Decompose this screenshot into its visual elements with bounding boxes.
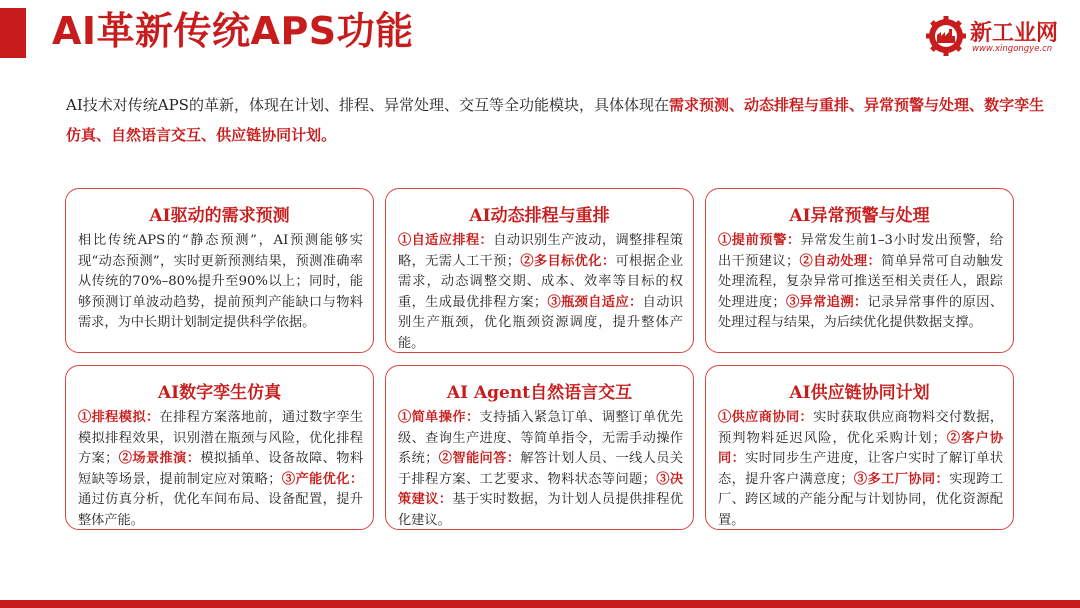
- bottom-accent-bar: [0, 600, 1080, 608]
- card-text: 解答计划人员、一线人员关于排程方案、工艺要求、物料状态等问题；: [398, 451, 684, 487]
- card-supply-chain: [705, 365, 1014, 530]
- card-keyword: ①自适应排程：: [398, 233, 494, 248]
- card-body: [398, 231, 683, 354]
- card-text: 模拟插单、设备故障、物料短缺等场景，提前制定应对策略；: [78, 451, 364, 487]
- intro-highlight: 供应链协同计划: [216, 126, 322, 144]
- card-text: 在排程方案落地前，通过数字孪生模拟排程效果，识别潜在瓶颈与风险，优化排程方案；: [78, 410, 364, 466]
- intro-highlight: 异常预警与处理: [864, 96, 970, 114]
- card-keyword: ③多工厂协同：: [853, 471, 950, 487]
- intro-separator: 、: [849, 96, 865, 114]
- card-keyword: ③瓶颈自适应：: [547, 294, 643, 310]
- brand-logo: [926, 14, 1066, 60]
- intro-text: AI技术对传统APS的革新，体现在计划、排程、异常处理、交互等全功能模块，具体体现在: [66, 96, 669, 114]
- card-keyword: ③产能优化：: [281, 471, 364, 487]
- intro-separator: 、: [201, 126, 217, 144]
- card-title: AI供应链协同计划: [789, 383, 930, 403]
- card-keyword: ①供应商协同：: [718, 410, 814, 425]
- card-text: 通过仿真分析，优化车间布局、设备配置，提升整体产能。: [78, 492, 363, 528]
- card-dynamic-scheduling: [385, 188, 694, 353]
- card-body: 相比传统APS的“静态预测”，AI预测能够实现“动态预测”，实时更新预测结果，预测准确率从传统的70%–80%提升至90%以上；同时，能够预测订单波动趋势，提前预判产能缺口与物料需求，为中长期计划制定提供科学依据。: [78, 233, 363, 330]
- card-keyword: ②自动处理：: [799, 253, 882, 269]
- card-text: 可根据企业需求，动态调整交期、成本、效率等目标的权重，生成最优排程方案；: [398, 253, 684, 310]
- card-digital-twin: [65, 365, 374, 530]
- card-title: AI Agent自然语言交互: [446, 383, 633, 403]
- card-title: AI异常预警与处理: [789, 206, 930, 226]
- intro-highlight: 动态排程与重排: [744, 96, 850, 114]
- card-text: 记录异常事件的原因、处理过程与结果，为后续优化提供数据支撑。: [718, 294, 1004, 330]
- intro-end: 。: [321, 126, 337, 144]
- card-exception-alert: [705, 188, 1014, 353]
- card-text: 实现跨工厂、跨区域的产能分配与计划协同，优化资源配置。: [718, 471, 1004, 528]
- intro-separator: 、: [728, 96, 744, 114]
- card-text: 实时获取供应商物料交付数据，预判物料延迟风险，优化采购计划；: [718, 410, 1004, 446]
- intro-highlight: 需求预测: [668, 96, 729, 114]
- card-keyword: ③异常追溯：: [785, 294, 868, 310]
- card-keyword: ②智能问答：: [438, 451, 521, 466]
- page-title: AI革新传统APS功能: [52, 9, 414, 53]
- card-body: [78, 408, 363, 531]
- card-demand-forecast: [65, 188, 374, 353]
- card-nl-interaction: [385, 365, 694, 530]
- card-text: 简单异常可自动触发处理流程，复杂异常可推送至相关责任人，跟踪处理进度；: [718, 253, 1004, 310]
- logo-url: www.xingongye.cn: [972, 44, 1053, 54]
- intro-separator: 、: [969, 96, 985, 114]
- card-text: 异常发生前1–3小时发出预警，给出干预建议；: [718, 233, 1004, 269]
- card-keyword: ①提前预警：: [718, 233, 801, 248]
- card-keyword: ③决策建议：: [398, 471, 684, 507]
- card-text: 基于实时数据，为计划人员提供排程优化建议。: [398, 492, 684, 528]
- card-text: 自动识别生产瓶颈，优化瓶颈资源调度，提升整体产能。: [398, 294, 684, 351]
- card-title: AI驱动的需求预测: [149, 206, 290, 226]
- intro-separator: 、: [96, 126, 112, 144]
- card-text: 自动识别生产波动，调整排程策略，无需人工干预；: [398, 233, 684, 269]
- card-body: [718, 408, 1003, 531]
- card-text: 实时同步生产进度，让客户实时了解订单状态，提升客户满意度；: [718, 451, 1004, 487]
- intro-paragraph: [66, 90, 1046, 150]
- card-body: [398, 408, 683, 531]
- card-body: [718, 231, 1003, 334]
- card-keyword: ②场景推演：: [118, 451, 201, 466]
- card-keyword: ②多目标优化：: [519, 253, 616, 269]
- card-title: AI动态排程与重排: [469, 206, 610, 226]
- intro-highlight: 数字孪生仿真: [66, 96, 1045, 144]
- card-title: AI数字孪生仿真: [157, 383, 282, 403]
- gear-factory-icon: [926, 16, 966, 56]
- card-text: 支持插入紧急订单、调整订单优先级、查询生产进度、等简单指令，无需手动操作系统；: [398, 410, 684, 466]
- intro-highlight: 自然语言交互: [111, 126, 202, 144]
- title-accent-bar: [0, 8, 26, 58]
- card-keyword: ①简单操作：: [398, 410, 480, 425]
- card-keyword: ①排程模拟：: [78, 410, 160, 425]
- card-keyword: ②客户协同：: [718, 430, 1004, 466]
- logo-name: 新工业网: [970, 21, 1059, 46]
